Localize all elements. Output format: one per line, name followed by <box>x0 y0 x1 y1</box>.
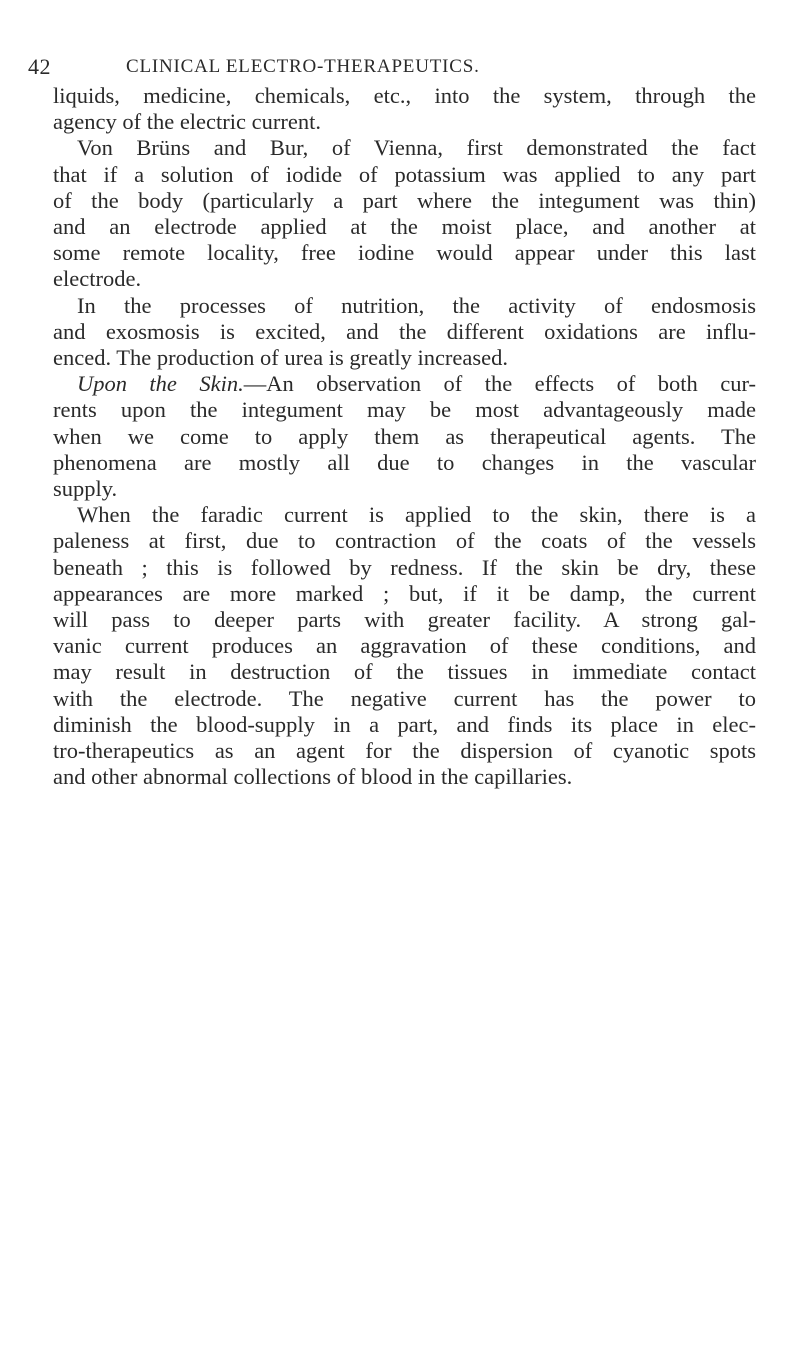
section-heading: Upon the Skin. <box>77 371 244 397</box>
text-line: of the body (particularly a part where the integument was thin) <box>53 187 756 213</box>
text-line: supply. <box>53 476 118 502</box>
paragraph <box>53 83 756 135</box>
text-line: when we come to apply them as therapeutical agents. The <box>53 423 756 449</box>
text-line: appearances are more marked ; but, if it be damp, the current <box>53 580 756 606</box>
paragraph <box>53 135 756 292</box>
text-line: and exosmosis is excited, and the different oxidations are influ- <box>53 318 756 344</box>
text-line: agency of the electric current. <box>53 109 321 135</box>
text-line <box>53 371 756 397</box>
text-line: tro-therapeutics as an agent for the dispersion of cyanotic spots <box>53 738 756 764</box>
running-head: CLINICAL ELECTRO-THERAPEUTICS. <box>126 56 480 77</box>
paragraph <box>53 293 756 372</box>
text-line: and an electrode applied at the moist place, and another at <box>53 214 756 240</box>
paragraph <box>53 371 756 502</box>
text-line: phenomena are mostly all due to changes in the vascular <box>53 449 756 475</box>
text-line: will pass to deeper parts with greater facility. A strong gal- <box>53 607 756 633</box>
page-number: 42 <box>28 54 51 79</box>
text-line: In the processes of nutrition, the activity of endosmosis <box>77 292 756 318</box>
text-line: and other abnormal collections of blood in the capillaries. <box>53 764 573 790</box>
page-header <box>28 54 668 84</box>
text-line: enced. The production of urea is greatly increased. <box>53 345 509 371</box>
text-line: beneath ; this is followed by redness. If the skin be dry, these <box>53 554 756 580</box>
text-line: may result in destruction of the tissues in immediate contact <box>53 659 756 685</box>
text-line: diminish the blood-supply in a part, and finds its place in elec- <box>53 711 756 737</box>
text-line: electrode. <box>53 266 142 292</box>
text-line: When the faradic current is applied to the skin, there is a <box>77 502 756 528</box>
text-run: —An observation of the effects of both cur- <box>243 371 756 397</box>
text-line: Von Brüns and Bur, of Vienna, first demonstrated the fact <box>77 135 756 161</box>
text-line: some remote locality, free iodine would appear under this last <box>53 240 756 266</box>
text-line: with the electrode. The negative current has the power to <box>53 685 756 711</box>
text-line: rents upon the integument may be most advantageously made <box>53 397 756 423</box>
text-line: that if a solution of iodide of potassium was applied to any part <box>53 161 756 187</box>
text-line: paleness at first, due to contraction of the coats of the vessels <box>53 528 756 554</box>
text-line: liquids, medicine, chemicals, etc., into the system, through the <box>53 83 756 108</box>
body-text <box>53 83 756 790</box>
paragraph <box>53 502 756 790</box>
text-line: vanic current produces an aggravation of these conditions, and <box>53 633 756 659</box>
